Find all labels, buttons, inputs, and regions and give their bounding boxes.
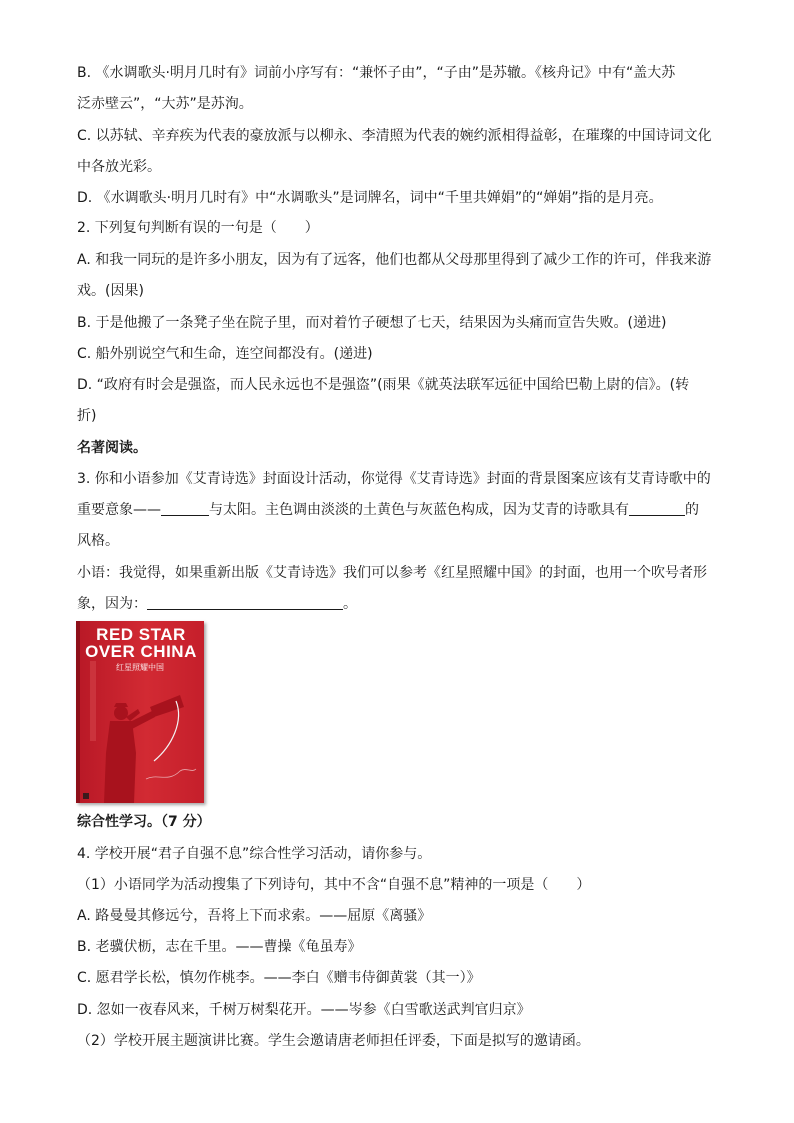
- option-d-text: D. 《水调歌头·明月几时有》中“水调歌头”是词牌名，词中“千里共婵娟”的“婵娟”指的是月亮。: [77, 190, 663, 206]
- cover-title-line-2: OVER CHINA: [85, 642, 197, 661]
- q3-text-c: 的: [685, 502, 699, 518]
- question-3-line-1: 3. 你和小语参加《艾青诗选》封面设计活动，你觉得《艾青诗选》封面的背景图案应该有艾青诗歌中的: [77, 471, 711, 487]
- question-3-line-4: 小语：我觉得，如果重新出版《艾青诗选》我们可以参考《红星照耀中国》的封面，也用一个吹号者形: [77, 565, 707, 581]
- question-2-stem: 2. 下列复句判断有误的一句是（ ）: [77, 220, 319, 236]
- question-3-line-3: 风格。: [77, 533, 119, 549]
- q4-option-d: D. 忽如一夜春风来，千树万树梨花开。——岑参《白雪歌送武判官归京》: [77, 1002, 531, 1018]
- q2-option-b: B. 于是他搬了一条凳子坐在院子里，而对着竹子硬想了七天，结果因为头痛而宣告失败。(递进): [77, 315, 667, 331]
- q2-option-a-line-2: 戏。(因果): [77, 283, 144, 299]
- question-3-line-2: [77, 500, 699, 520]
- q4-option-b: B. 老骥伏枥，志在千里。——曹操《龟虽寿》: [77, 939, 362, 955]
- section-heading-comprehensive-study: 综合性学习。（7 分）: [77, 814, 211, 830]
- question-4-stem: 4. 学校开展“君子自强不息”综合性学习活动，请你参与。: [77, 846, 432, 862]
- question-4-1-stem: （1）小语同学为活动搜集了下列诗句，其中不含“自强不息”精神的一项是（ ）: [77, 877, 591, 893]
- cover-title-line-1: RED STAR: [96, 625, 186, 644]
- q3-text-e: 。: [343, 596, 357, 612]
- q2-option-c: C. 船外别说空气和生命，连空间都没有。(递进): [77, 346, 373, 362]
- q3-text-b: 与太阳。主色调由淡淡的土黄色与灰蓝色构成，因为艾青的诗歌具有: [209, 502, 629, 518]
- q3-text-d: 象，因为：: [77, 596, 147, 612]
- book-cover-image: [76, 621, 204, 803]
- q4-option-a: A. 路曼曼其修远兮，吾将上下而求索。——屈原《离骚》: [77, 908, 432, 924]
- q4-option-c: C. 愿君学长松，慎勿作桃李。——李白《赠韦侍御黄裳（其一）》: [77, 970, 481, 986]
- option-b-text-line-2: 泛赤壁云”，“大苏”是苏洵。: [77, 96, 253, 112]
- q2-option-d-line-1: D. “政府有时会是强盗，而人民永远也不是强盗”(雨果《就英法联军远征中国给巴勒上尉的信》。(转: [77, 377, 690, 393]
- option-b-text-line-1: B. 《水调歌头·明月几时有》词前小序写有：“兼怀子由”，“子由”是苏辙。《核舟记》中有“盖大苏: [77, 65, 676, 81]
- question-4-2-stem: （2）学校开展主题演讲比赛。学生会邀请唐老师担任评委，下面是拟写的邀请函。: [77, 1033, 590, 1049]
- option-c-text-line-2: 中各放光彩。: [77, 159, 161, 175]
- q2-option-a-line-1: A. 和我一同玩的是许多小朋友，因为有了远客，他们也都从父母那里得到了减少工作的许可，伴我来游: [77, 252, 712, 268]
- q2-option-d-line-2: 折): [77, 408, 97, 424]
- section-heading-famous-books: 名著阅读。: [77, 440, 147, 456]
- answer-blank-3[interactable]: [147, 595, 343, 610]
- answer-blank-2[interactable]: [629, 501, 685, 516]
- answer-blank-1[interactable]: [161, 501, 209, 516]
- q3-text-a: 重要意象——: [77, 502, 161, 518]
- bugler-silhouette-icon: [76, 621, 204, 803]
- question-3-line-5: [77, 594, 357, 614]
- option-c-text-line-1: C. 以苏轼、辛弃疾为代表的豪放派与以柳永、李清照为代表的婉约派相得益彰，在璀璨的中国诗词文化: [77, 128, 712, 144]
- cover-subtitle: 红星照耀中国: [116, 663, 164, 672]
